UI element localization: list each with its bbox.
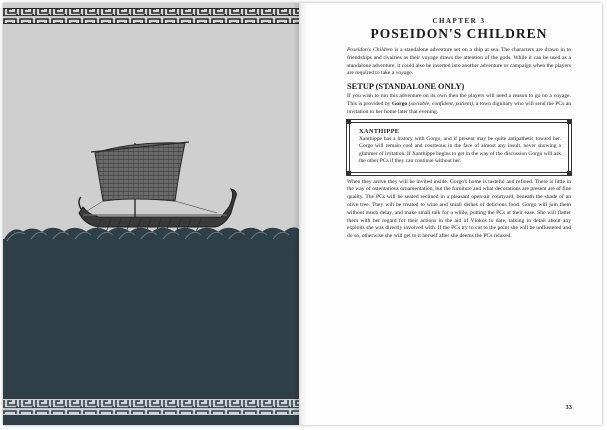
page-number: 33	[565, 404, 572, 411]
intro-paragraph	[347, 47, 571, 78]
sidebar-title: XANTHIPPE	[359, 127, 400, 135]
setup-paragraph	[347, 93, 571, 116]
setup-text-before: If you wish to run this adventure on its own then the players will need a reason to go on a voyage. This is provided by	[347, 93, 571, 107]
sidebar-corner-ornament	[346, 119, 351, 124]
setup-heading: SETUP (STANDALONE ONLY)	[347, 82, 465, 92]
sidebar-corner-ornament	[346, 171, 351, 176]
sidebar-corner-ornament	[567, 171, 572, 176]
arrival-paragraph: When they arrive they will be invited inside. Gorgo's home is tasteful and refined. There is little in the way of ostentatious ornamentation, but the furniture and what decorations are present are of fine quality. The PCs will be seated reclined in a pleasant open-air courtyard, beneath the shade of an olive tree. They will be treated to wine and small dishes of delicious food. Gorgo will join them without much delay, and make small talk for a while, putting the PCs at their ease. She will flatter them with her regard for their actions in the aid of Vlokos to date, talking in detail about any exploits she was directly involved with. If the PCs try to cut to the point she will be unflustered and do so, otherwise she will get to it herself after she deems the PCs relaxed.	[347, 178, 571, 240]
xanthippe-sidebar	[349, 122, 569, 173]
setup-text-after: , a town dignitary who will send the PCs an invitation to her home later that evening.	[347, 100, 572, 115]
page-content	[347, 17, 571, 241]
ship-illustration	[3, 3, 299, 425]
sidebar-corner-ornament	[567, 119, 572, 124]
gorgo-traits: (sociable, confident, patient)	[407, 100, 474, 107]
chapter-label: CHAPTER 3	[432, 17, 486, 25]
left-page-illustration	[3, 3, 299, 425]
book-spread	[3, 3, 602, 425]
chapter-title: POSEIDON'S CHILDREN	[370, 26, 548, 41]
right-page-text	[299, 3, 602, 425]
intro-title-italic: Poseidon's Children	[347, 47, 393, 53]
gorgo-name: Gorgo	[391, 100, 408, 107]
intro-text: is a standalone adventure set on a ship at sea. The characters are drawn in to friendships and rivalries as their voyage draws the attention of the gods. While it can be used as a standalone adventure, it could also be inserted into another adventure or campaign when the players are required to take a voyage.	[347, 47, 571, 77]
sidebar-text: Xanthippe has a history with Gorgo, and if present may be quite antipathetic toward her. Gorgo will remain cool and courteous in the face of almost any insult, never showing a glimmer of irritation. If Xanthippe begins to get in the way of the discussion Gorgo will ask the other PCs if they can continue without her.	[359, 135, 561, 165]
